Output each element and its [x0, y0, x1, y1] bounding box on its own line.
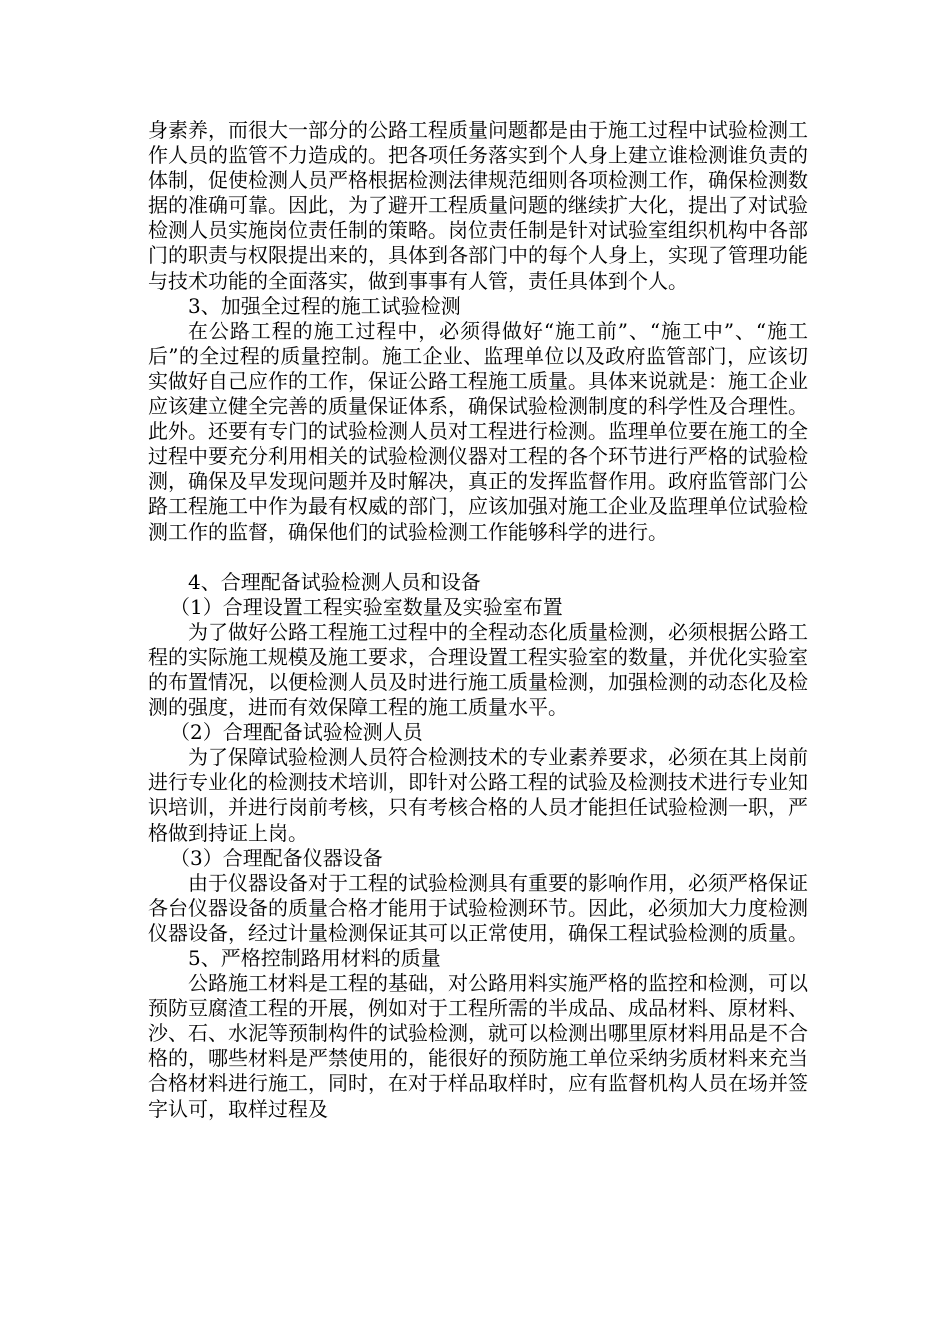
- paragraph-testing-personnel: 为了保障试验检测人员符合检测技术的专业素养要求，必须在其上岗前进行专业化的检测技术培训，即针对公路工程的试验及检测技术进行专业知识培训，并进行岗前考核，只有考核合格的人员才能担任试验检测一职，严格做到持证上岗。: [148, 745, 808, 845]
- paragraph-material-quality: 公路施工材料是工程的基础，对公路用料实施严格的监控和检测，可以预防豆腐渣工程的开展，例如对于工程所需的半成品、成品材料、原材料、沙、石、水泥等预制构件的试验检测，就可以检测出哪里原材料用品是不合格的，哪些材料是严禁使用的，能很好的预防施工单位采纳劣质材料来充当合格材料进行施工，同时，在对于样品取样时，应有监督机构人员在场并签字认可，取样过程及: [148, 971, 808, 1121]
- heading-personnel-equipment: 4、合理配备试验检测人员和设备: [188, 569, 481, 594]
- document-page: [148, 118, 808, 1122]
- paragraph-laboratory-setup: 为了做好公路工程施工过程中的全程动态化质量检测，必须根据公路工程的实际施工规模及施工要求，合理设置工程实验室的数量，并优化实验室的布置情况，以便检测人员及时进行施工质量检测，加强检测的动态化及检测的强度，进而有效保障工程的施工质量水平。: [148, 619, 808, 720]
- heading-full-process-testing: 3、加强全过程的施工试验检测: [188, 293, 461, 318]
- heading-material-quality: 5、严格控制路用材料的质量: [188, 946, 441, 970]
- subheading-testing-personnel: （2）合理配备试验检测人员: [170, 720, 423, 745]
- subheading-laboratory-setup: （1）合理设置工程实验室数量及实验室布置: [170, 594, 563, 619]
- paragraph-full-process-testing: 在公路工程的施工过程中，必须得做好“施工前”、“施工中”、“施工后”的全过程的质量控制。施工企业、监理单位以及政府监管部门，应该切实做好自己应作的工作，保证公路工程施工质量。具体来说就是：施工企业应该建立健全完善的质量保证体系，确保试验检测制度的科学性及合理性。此外。还要有专门的试验检测人员对工程进行检测。监理单位要在施工的全过程中要充分利用相关的试验检测仪器对工程的各个环节进行严格的试验检测，确保及早发现问题并及时解决，真正的发挥监督作用。政府监管部门公路工程施工中作为最有权威的部门，应该加强对施工企业及监理单位试验检测工作的监督，确保他们的试验检测工作能够科学的进行。: [148, 318, 808, 544]
- paragraph-spacer: [148, 545, 808, 570]
- paragraph-instrument-equipment: 由于仪器设备对于工程的试验检测具有重要的影响作用，必须严格保证各台仪器设备的质量合格才能用于试验检测环节。因此，必须加大力度检测仪器设备，经过计量检测保证其可以正常使用，确保工程试验检测的质量。: [148, 870, 808, 945]
- subheading-instrument-equipment: （3）合理配备仪器设备: [170, 845, 383, 870]
- paragraph-personnel-responsibility: 身素养，而很大一部分的公路工程质量问题都是由于施工过程中试验检测工作人员的监管不力造成的。把各项任务落实到个人身上建立谁检测谁负责的体制，促使检测人员严格根据检测法律规范细则各项检测工作，确保检测数据的准确可靠。因此，为了避开工程质量问题的继续扩大化，提出了对试验检测人员实施岗位责任制的策略。岗位责任制是针对试验室组织机构中各部门的职责与权限提出来的，具体到各部门中的每个人身上，实现了管理功能与技术功能的全面落实，做到事事有人管，责任具体到个人。: [148, 118, 808, 293]
